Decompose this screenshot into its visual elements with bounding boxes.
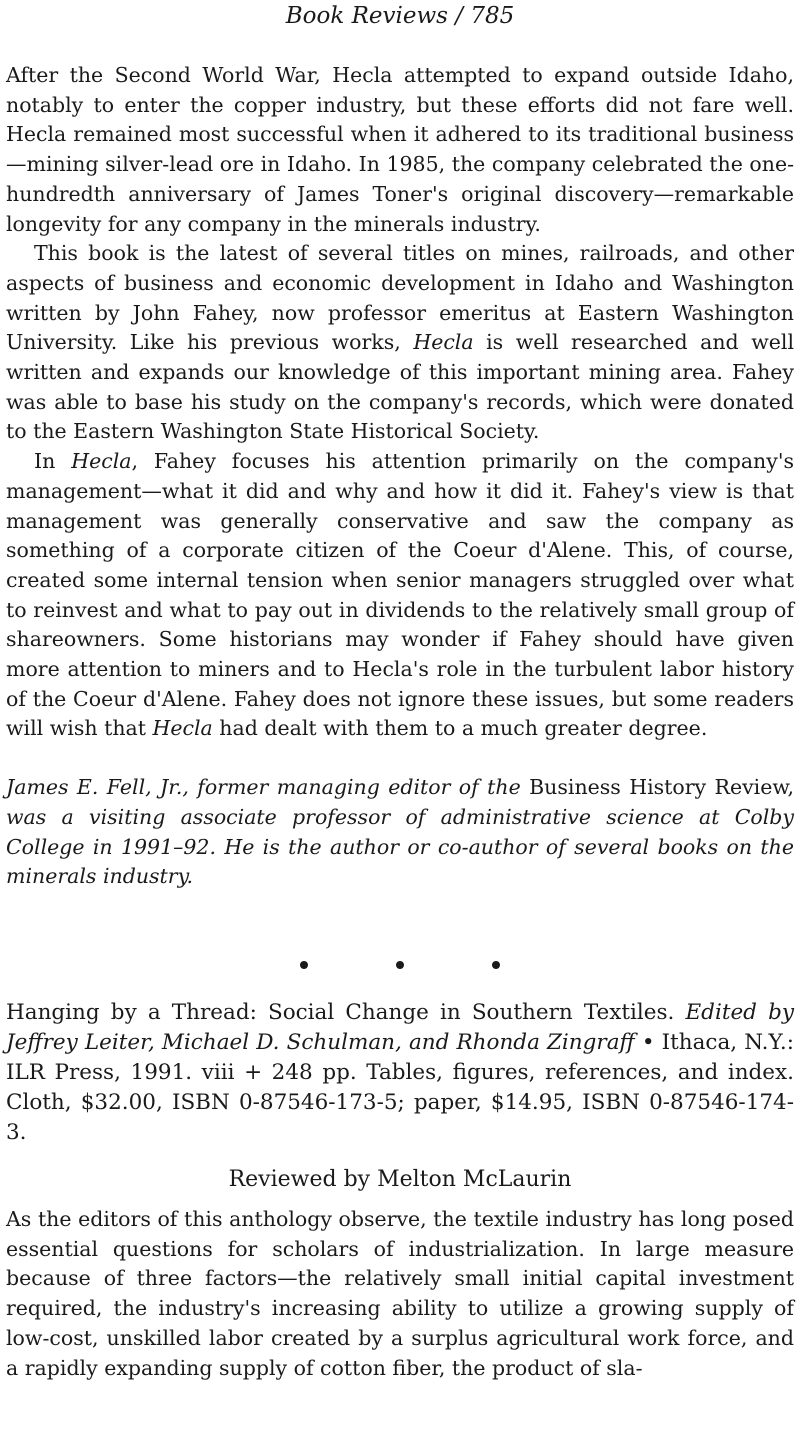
running-head: Book Reviews / 785 — [285, 3, 515, 29]
book-publication-info: • Ithaca, N.Y.: ILR Press, 1991. viii + 248 pp. Tables, figures, references, and index. Cloth, $32.00, ISBN 0-87546-173-5; paper, $14.95, ISBN 0-87546-174-3. — [6, 1029, 794, 1145]
paragraph-2-text-c: is well researched and well written and expands our knowledge of this important mining area. Fahey was able to base his study on the company's records, which were donated to the Eastern Washington State Historical Society. — [6, 330, 794, 444]
book-editors: Edited by Jeffrey Leiter, Michael D. Schulman, and Rhonda Zingraff — [6, 999, 794, 1055]
book-title: Hanging by a Thread: Social Change in Southern Textiles. — [6, 999, 686, 1025]
reviewer-line: Reviewed by Melton McLaurin — [228, 1166, 572, 1192]
paragraph-3-text-c: , Fahey focuses his attention primarily on the company's management—what it did and why and how it did it. Fahey's view is that management was generally conservative and saw the company as something of a corporate citizen of the Coeur d'Alene. This, of course, created some internal tension when senior managers struggled over what to reinvest and what to pay out in dividends to the relatively small group of shareowners. Some historians may wonder if Fahey should have given more attention to miners and to Hecla's role in the turbulent labor history of the Coeur d'Alene. Fahey does not ignore these issues, but some readers will wish that — [6, 449, 794, 741]
paragraph-1: After the Second World War, Hecla attempted to expand outside Idaho, notably to enter the copper industry, but these efforts did not fare well. Hecla remained most successful when it adhered to its traditional business—mining silver-lead ore in Idaho. In 1985, the company celebrated the one-hundredth anniversary of James Toner's original discovery—remarkable longevity for any company in the minerals industry. — [6, 63, 794, 236]
paragraph-2-text-a: This book is the latest of several titles on mines, railroads, and other aspects of business and economic development in Idaho and Washington written by John Fahey, now professor emeritus at Eastern Washington University. Like his previous works, — [6, 241, 794, 355]
journal-name: Business History Review, — [529, 775, 794, 800]
book-title-italic: Hecla — [152, 716, 213, 741]
separator-dot — [396, 961, 404, 969]
reviewer-bio — [6, 773, 794, 892]
book-title-italic: Hecla — [71, 449, 132, 474]
bio-text-a: James E. Fell, Jr., former managing editor of the — [6, 775, 530, 800]
book-title-italic: Hecla — [413, 330, 474, 355]
book-citation — [6, 998, 794, 1148]
review-paragraph-1: As the editors of this anthology observe, the textile industry has long posed essential questions for scholars of industrialization. In large measure because of three factors—the relatively small initial capital investment required, the industry's increasing ability to utilize a growing supply of low-cost, unskilled labor created by a surplus agricultural work force, and a rapidly expanding supply of cotton fiber, the product of sla- — [6, 1206, 794, 1380]
paragraph-3 — [6, 447, 794, 744]
separator-dot — [300, 961, 308, 969]
paragraph-2 — [6, 239, 794, 447]
paragraph-3-text-e: had dealt with them to a much greater degree. — [212, 716, 708, 741]
bio-text-c: was a visiting associate professor of administrative science at Colby College in 1991–92. He is the author or co-author of several books on the minerals industry. — [6, 804, 794, 889]
document-page — [6, 0, 794, 1383]
separator-dot — [492, 961, 500, 969]
section-separator — [6, 950, 794, 974]
paragraph-3-text-a: In — [34, 449, 72, 474]
